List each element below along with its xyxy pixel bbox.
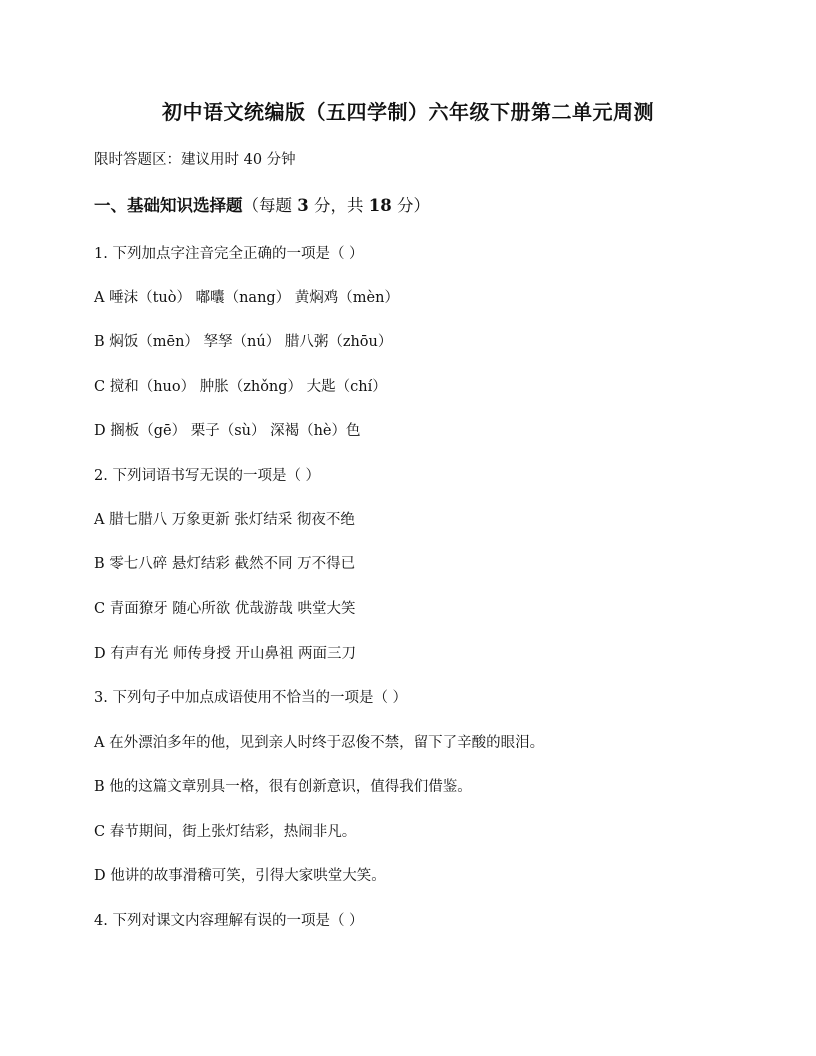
option-b: B 零七八碎 悬灯结彩 截然不同 万不得已	[94, 556, 356, 572]
question-stem: 2. 下列词语书写无误的一项是（ ）	[94, 468, 321, 484]
section-score: （每题 3 分，共 18 分）	[242, 196, 430, 215]
option-c: C 春节期间，街上张灯结彩，热闹非凡。	[94, 824, 357, 840]
option-a: A 在外漂泊多年的他，见到亲人时终于忍俊不禁，留下了辛酸的眼泪。	[94, 735, 545, 751]
option-b: B 焖饭（mēn） 孥孥（nú） 腊八粥（zhōu）	[94, 334, 393, 350]
option-d: D 搁板（gē） 栗子（sù） 深褐（hè）色	[94, 423, 361, 439]
option-d: D 他讲的故事滑稽可笑，引得大家哄堂大笑。	[94, 868, 386, 884]
option-a: A 腊七腊八 万象更新 张灯结采 彻夜不绝	[94, 512, 355, 528]
option-c: C 搅和（huo） 肿胀（zhǒng） 大匙（chí）	[94, 379, 387, 395]
time-note: 限时答题区：建议用时 40 分钟	[94, 152, 296, 168]
option-d: D 有声有光 师传身授 开山鼻祖 两面三刀	[94, 646, 357, 662]
section-title: 一、基础知识选择题	[94, 196, 243, 215]
question-stem: 1. 下列加点字注音完全正确的一项是（ ）	[94, 246, 364, 262]
option-c: C 青面獠牙 随心所欲 优哉游哉 哄堂大笑	[94, 601, 356, 617]
page-title: 初中语文统编版（五四学制）六年级下册第二单元周测	[162, 100, 654, 124]
question-stem: 3. 下列句子中加点成语使用不恰当的一项是（ ）	[94, 690, 408, 706]
question-stem: 4. 下列对课文内容理解有误的一项是（ ）	[94, 913, 364, 929]
section-heading	[94, 196, 430, 216]
option-b: B 他的这篇文章别具一格，很有创新意识，值得我们借鉴。	[94, 779, 472, 795]
option-a: A 唾沫（tuò） 嘟囔（nang） 黄焖鸡（mèn）	[94, 290, 399, 306]
